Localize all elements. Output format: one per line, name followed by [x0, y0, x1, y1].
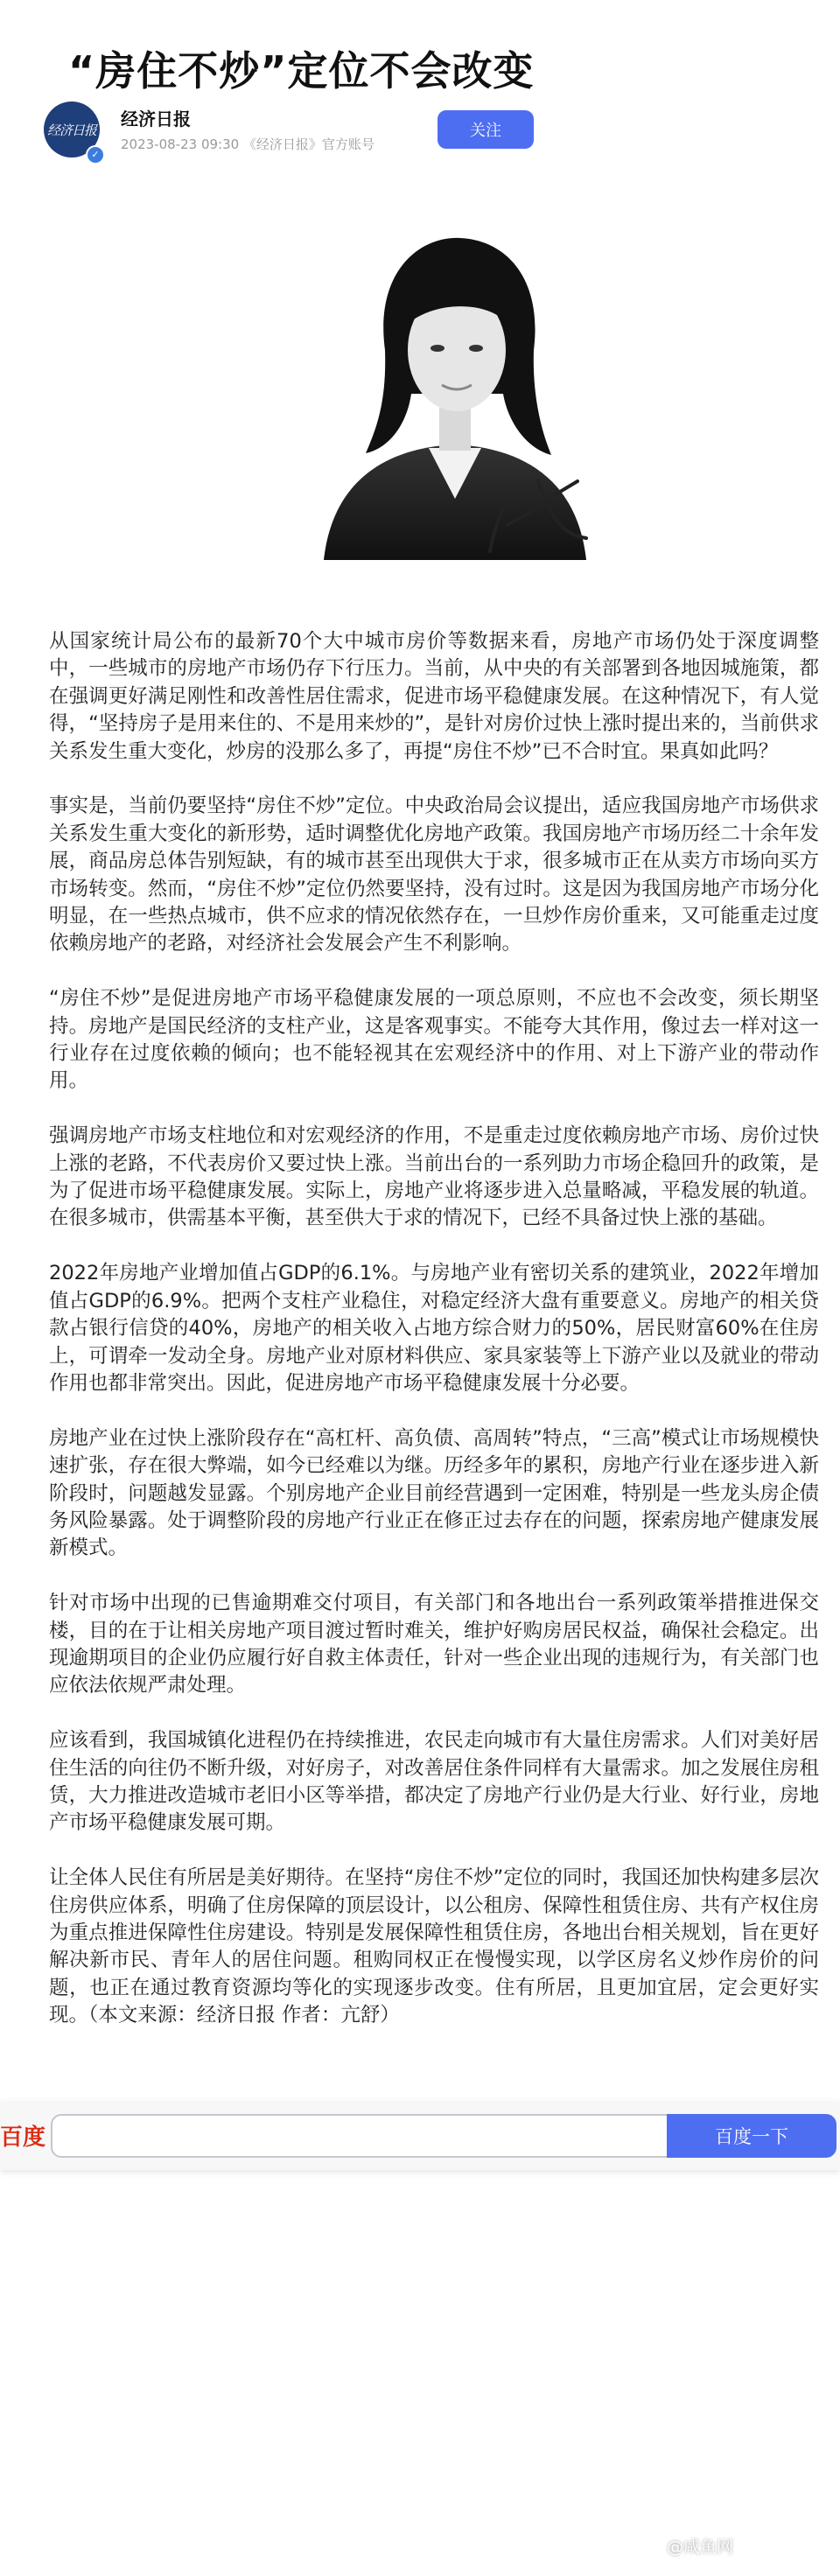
verified-badge-icon: ✓: [86, 145, 105, 164]
portrait-signature: 亢舒: [512, 562, 514, 563]
baidu-search-bar: [0, 2102, 840, 2170]
article-body: [49, 628, 819, 2057]
article-paragraph-7: 针对市场中出现的已售逾期难交付项目，有关部门和各地出台一系列政策举措推进保交楼，目的在于让相关房地产项目渡过暂时难关，维护好购房居民权益，确保社会稳定。出现逾期项目的企业仍应履行好自救主体责任，针对一些企业出现的违规行为，有关部门也应依法依规严肃处理。: [49, 1592, 819, 1698]
avatar-logo-text: 经济日报: [46, 122, 96, 138]
article-paragraph-9: 让全体人民住有所居是美好期待。在坚持“房住不炒”定位的同时，我国还加快构建多层次住房供应体系，明确了住房保障的顶层设计，以公租房、保障性租赁住房、共有产权住房为重点推进保障性住房建设。特别是发展保障性租赁住房，各地出台相关规划，旨在更好解决新市民、青年人的居住问题。租购同权正在慢慢实现，以学区房名义炒作房价的问题，也正在通过教育资源均等化的实现逐步改变。住有所居，且更加宜居，定会更好实现。（本文来源：经济日报 作者：亢舒）: [49, 1866, 819, 2027]
article-paragraph-3: “房住不炒”是促进房地产市场平稳健康发展的一项总原则，不应也不会改变，须长期坚持。房地产是国民经济的支柱产业，这是客观事实。不能夸大其作用，像过去一样对这一行业存在过度依赖的倾向；也不能轻视其在宏观经济中的作用、对上下游产业的带动作用。: [49, 987, 819, 1093]
baidu-logo[interactable]: 百度: [0, 2124, 46, 2151]
search-input[interactable]: [51, 2114, 667, 2158]
author-name[interactable]: 经济日报: [121, 108, 191, 130]
article-paragraph-8: 应该看到，我国城镇化进程仍在持续推进，农民走向城市有大量住房需求。人们对美好居住生活的向往仍不断升级，对好房子，对改善居住条件同样有大量需求。加之发展住房租赁，大力推进改造城市老旧小区等举措，都决定了房地产行业仍是大行业、好行业，房地产市场平稳健康发展可期。: [49, 1729, 819, 1835]
author-bar: [0, 88, 840, 172]
article-paragraph-6: 房地产业在过快上涨阶段存在“高杠杆、高负债、高周转”特点，“三高”模式让市场规模快速扩张，存在很大弊端，如今已经难以为继。历经多年的累积，房地产行业在逐步进入新阶段时，问题越发显露。个别房地产企业目前经营遇到一定困难，特别是一些龙头房企债务风险暴露。处于调整阶段的房地产行业正在修正过去存在的问题，探索房地产健康发展新模式。: [49, 1426, 819, 1560]
article-paragraph-1: 从国家统计局公布的最新70个大中城市房价等数据来看，房地产市场仍处于深度调整中，一些城市的房地产市场仍存下行压力。当前，从中央的有关部署到各地因城施策，都在强调更好满足刚性和改善性居住需求，促进市场平稳健康发展。在这种情况下，有人觉得，“坚持房子是用来住的、不是用来炒的”，是针对房价过快上涨时提出来的，当前供求关系发生重大变化，炒房的没那么多了，再提“房住不炒”已不合时宜。果真如此吗？: [49, 630, 819, 763]
article-paragraph-2: 事实是，当前仍要坚持“房住不炒”定位。中央政治局会议提出，适应我国房地产市场供求关系发生重大变化的新形势，适时调整优化房地产政策。我国房地产市场历经二十余年发展，商品房总体告别短缺，有的城市甚至出现供大于求，很多城市正在从卖方市场向买方市场转变。然而，“房住不炒”定位仍然要坚持，没有过时。这是因为我国房地产市场分化明显，在一些热点城市，供不应求的情况依然存在，一旦炒作房价重来，又可能重走过度依赖房地产的老路，对经济社会发展会产生不利影响。: [49, 794, 819, 956]
watermark: @咸鱼网: [667, 2538, 734, 2557]
publish-meta: 2023-08-23 09:30 《经济日报》官方账号: [121, 136, 374, 152]
author-portrait-image: [289, 219, 621, 569]
search-button[interactable]: 百度一下: [667, 2114, 836, 2158]
article-paragraph-4: 强调房地产市场支柱地位和对宏观经济的作用，不是重走过度依赖房地产市场、房价过快上涨的老路，不代表房价又要过快上涨。当前出台的一系列助力市场企稳回升的政策，是为了促进市场平稳健康发展。实际上，房地产业将逐步进入总量略减，平稳发展的轨道。在很多城市，供需基本平衡，甚至供大于求的情况下，已经不具备过快上涨的基础。: [49, 1124, 819, 1230]
follow-button[interactable]: 关注: [438, 110, 534, 149]
article-paragraph-5: 2022年房地产业增加值占GDP的6.1%。与房地产业有密切关系的建筑业，2022年增加值占GDP的6.9%。把两个支柱产业稳住，对稳定经济大盘有重要意义。房地产的相关贷款占银行信贷的40%，房地产的相关收入占地方综合财力的50%，居民财富60%在住房上，可谓牵一发动全身。房地产业对原材料供应、家具家装等上下游产业以及就业的带动作用也都非常突出。因此，促进房地产市场平稳健康发展十分必要。: [49, 1262, 819, 1395]
article-title: “房住不炒”定位不会改变: [68, 46, 535, 94]
